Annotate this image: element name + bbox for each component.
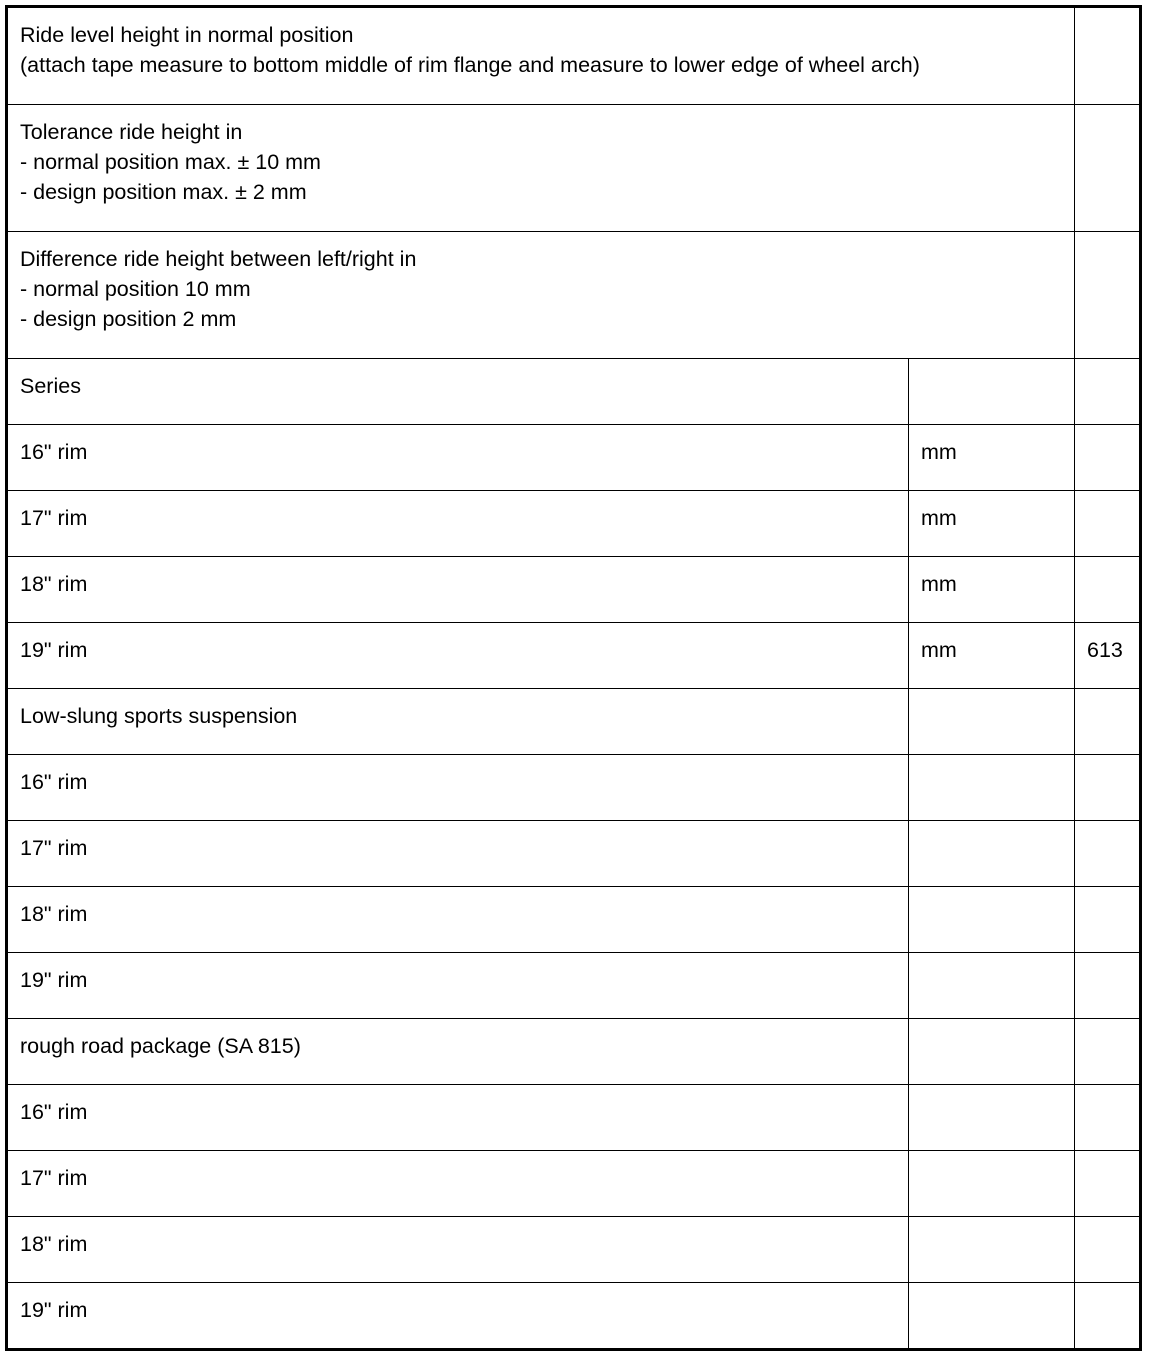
table-row (7, 821, 1141, 887)
row-unit (909, 359, 1075, 425)
difference-description (7, 232, 1075, 359)
row-unit (909, 887, 1075, 953)
table-row (7, 557, 1141, 623)
table-row (7, 425, 1141, 491)
row-value (1075, 1151, 1141, 1217)
row-value (1075, 887, 1141, 953)
row-value (1075, 821, 1141, 887)
row-label: 17" rim (7, 491, 909, 557)
table-row (7, 623, 1141, 689)
row-value: 613 (1075, 623, 1141, 689)
row-unit (909, 755, 1075, 821)
row-label: rough road package (SA 815) (7, 1019, 909, 1085)
row-label: 16" rim (7, 425, 909, 491)
row-label: 17" rim (7, 1151, 909, 1217)
table-row-low-slung (7, 689, 1141, 755)
header-row-difference (7, 232, 1141, 359)
row-value (1075, 755, 1141, 821)
row-unit (909, 1019, 1075, 1085)
tolerance-title: Tolerance ride height in (20, 120, 243, 144)
row-value (1075, 359, 1141, 425)
ride-height-table (5, 5, 1142, 1351)
row-value (1075, 1085, 1141, 1151)
row-unit (909, 1151, 1075, 1217)
row-label: 16" rim (7, 1085, 909, 1151)
row-label: Low-slung sports suspension (7, 689, 909, 755)
tolerance-design: - design position max. ± 2 mm (20, 180, 307, 204)
row-value (1075, 557, 1141, 623)
row-value (1075, 689, 1141, 755)
table-row-rough-road (7, 1019, 1141, 1085)
table-row (7, 491, 1141, 557)
row-unit (909, 689, 1075, 755)
table-row (7, 1217, 1141, 1283)
row-label: 19" rim (7, 953, 909, 1019)
tolerance-normal: - normal position max. ± 10 mm (20, 150, 321, 174)
ride-level-title: Ride level height in normal position (20, 23, 354, 47)
row-unit: mm (909, 491, 1075, 557)
table-row (7, 755, 1141, 821)
row-unit: mm (909, 425, 1075, 491)
row-unit (909, 1085, 1075, 1151)
row-unit (909, 821, 1075, 887)
ride-level-instructions: (attach tape measure to bottom middle of rim flange and measure to lower edge of wheel arch) (20, 53, 920, 77)
row-value (1075, 491, 1141, 557)
row-value (1075, 1217, 1141, 1283)
row-label: 19" rim (7, 1283, 909, 1350)
tolerance-value (1075, 105, 1141, 232)
difference-design: - design position 2 mm (20, 307, 237, 331)
row-value (1075, 1283, 1141, 1350)
table-row (7, 1085, 1141, 1151)
row-unit (909, 1283, 1075, 1350)
table-row (7, 1151, 1141, 1217)
row-label: 19" rim (7, 623, 909, 689)
ride-level-value (1075, 7, 1141, 105)
row-value (1075, 953, 1141, 1019)
row-value (1075, 425, 1141, 491)
difference-normal: - normal position 10 mm (20, 277, 251, 301)
row-unit (909, 953, 1075, 1019)
table-row (7, 887, 1141, 953)
row-unit: mm (909, 623, 1075, 689)
difference-value (1075, 232, 1141, 359)
header-row-ride-level (7, 7, 1141, 105)
tolerance-description (7, 105, 1075, 232)
difference-title: Difference ride height between left/right in (20, 247, 417, 271)
row-label: 18" rim (7, 1217, 909, 1283)
row-value (1075, 1019, 1141, 1085)
row-unit: mm (909, 557, 1075, 623)
row-label: 17" rim (7, 821, 909, 887)
table-row (7, 953, 1141, 1019)
table-row (7, 1283, 1141, 1350)
row-label: 16" rim (7, 755, 909, 821)
header-row-tolerance (7, 105, 1141, 232)
row-unit (909, 1217, 1075, 1283)
table-row-series (7, 359, 1141, 425)
row-label: 18" rim (7, 557, 909, 623)
ride-level-description (7, 7, 1075, 105)
row-label: 18" rim (7, 887, 909, 953)
row-label: Series (7, 359, 909, 425)
